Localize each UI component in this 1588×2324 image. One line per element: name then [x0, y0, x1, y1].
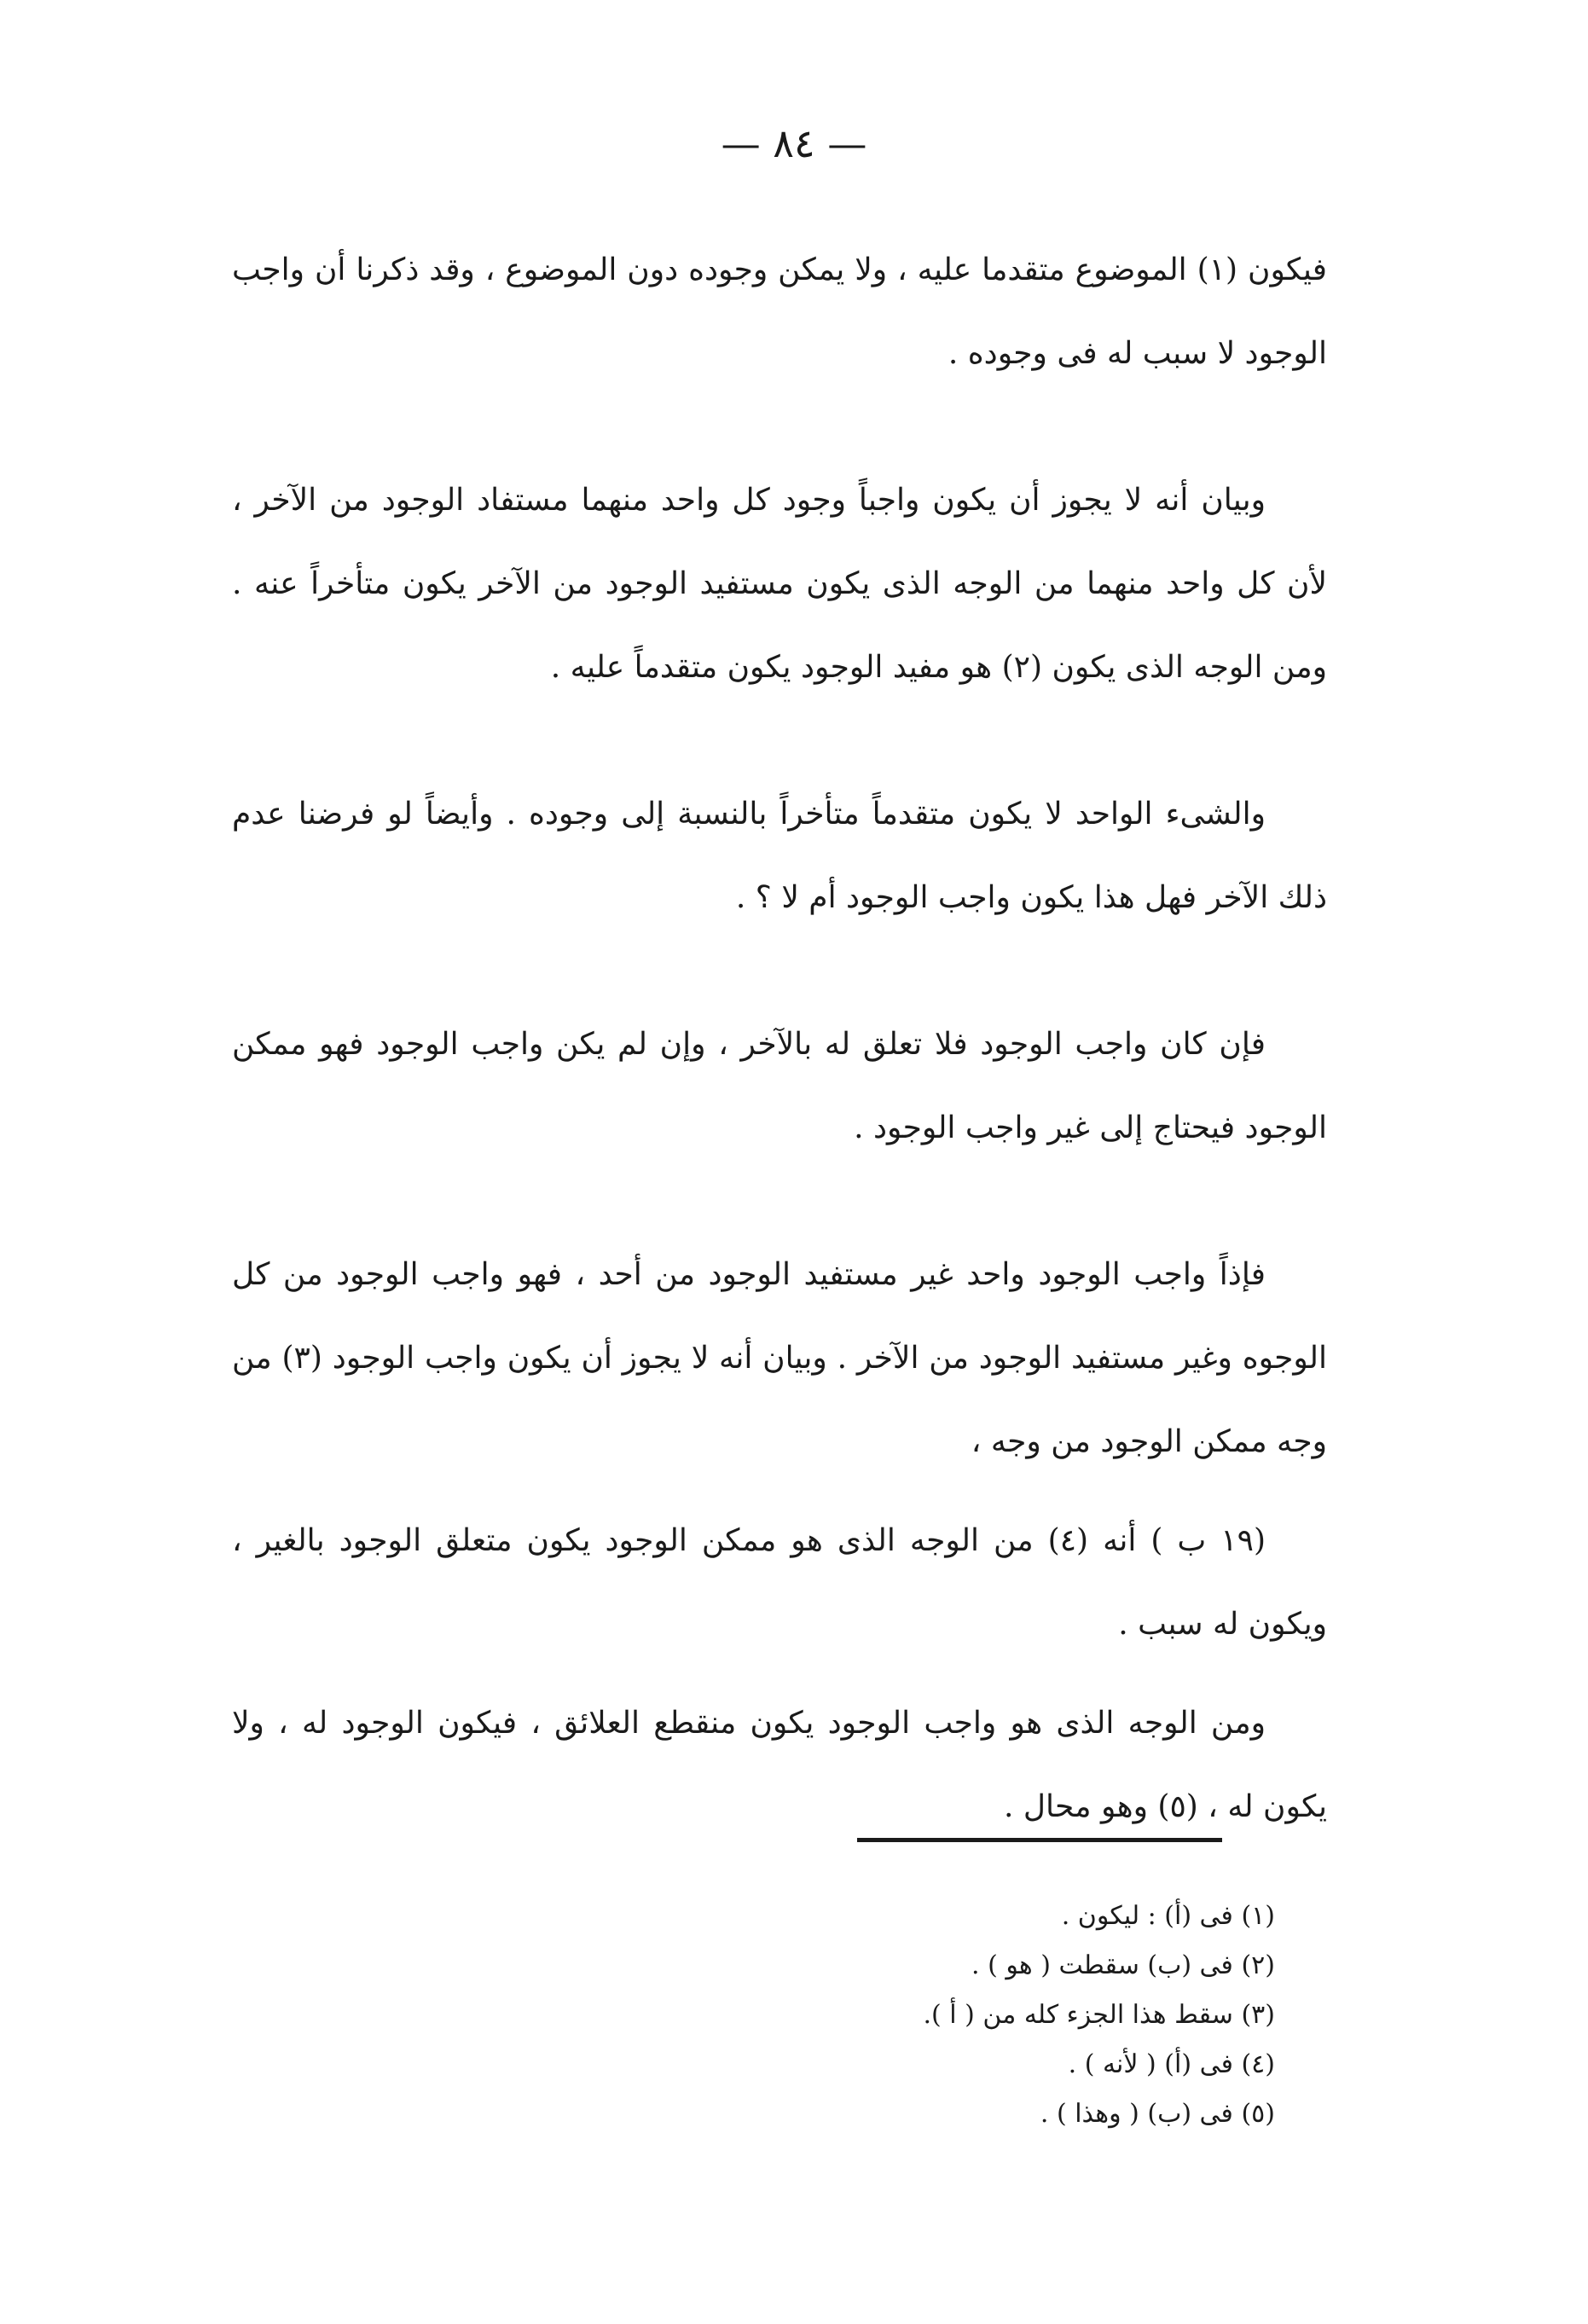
page-number: — ٨٤ — — [721, 120, 867, 166]
footnote-5: (٥) فى (ب) ( وهذا ) . — [1040, 2099, 1275, 2129]
paragraph-gap — [232, 396, 1327, 459]
footnote-4: (٤) فى (أ) ( لأنه ) . — [1068, 2049, 1275, 2079]
footnote-2: (٢) فى (ب) سقطت ( هو ) . — [971, 1950, 1275, 1980]
paragraph-gap — [232, 1666, 1327, 1682]
footnote-divider — [857, 1838, 1222, 1842]
main-text — [232, 229, 1327, 1849]
paragraph-5: فإذاً واجب الوجود واحد غير مستفيد الوجود من أحد ، فهو واجب الوجود من كل الوجوه وغير مستفيد الوجود من الآخر . وبيان أنه لا يجوز أن يكون واجب الوجود (٣) من وجه ممكن الوجود من وجه ، — [232, 1257, 1327, 1459]
paragraph-3: والشىء الواحد لا يكون متقدماً متأخراً بالنسبة إلى وجوده . وأيضاً لو فرضنا عدم ذلك الآخر فهل هذا يكون واجب الوجود أم لا ؟ . — [232, 797, 1327, 915]
paragraph-7: ومن الوجه الذى هو واجب الوجود يكون منقطع العلائق ، فيكون الوجود له ، ولا يكون له ، (٥) وهو محال . — [232, 1706, 1327, 1824]
footnotes — [478, 1892, 1275, 2139]
paragraph-6: (١٩ ب ) أنه (٤) من الوجه الذى هو ممكن الوجود يكون متعلق الوجود بالغير ، ويكون له سبب . — [232, 1523, 1327, 1642]
paragraph-4: فإن كان واجب الوجود فلا تعلق له بالآخر ، وإن لم يكن واجب الوجود فهو ممكن الوجود فيحتاج إلى غير واجب الوجود . — [232, 1027, 1327, 1145]
paragraph-gap — [232, 710, 1327, 773]
paragraph-gap — [232, 1170, 1327, 1233]
footnote-3: (٣) سقط هذا الجزء كله من ( أ ). — [923, 2000, 1275, 2030]
paragraph-gap — [232, 1484, 1327, 1499]
paragraph-1: فيكون (١) الموضوع متقدما عليه ، ولا يمكن وجوده دون الموضوع ، وقد ذكرنا أن واجب الوجود لا سبب له فى وجوده . — [232, 252, 1327, 371]
footnote-1: (١) فى (أ) : ليكون . — [1061, 1901, 1275, 1931]
paragraph-gap — [232, 940, 1327, 1003]
paragraph-2: وبيان أنه لا يجوز أن يكون واجباً وجود كل واحد منهما مستفاد الوجود من الآخر ، لأن كل واحد منهما من الوجه الذى يكون مستفيد الوجود من الآخر يكون متأخراً عنه . ومن الوجه الذى يكون (٢) هو مفيد الوجود يكون متقدماً عليه . — [232, 483, 1327, 685]
